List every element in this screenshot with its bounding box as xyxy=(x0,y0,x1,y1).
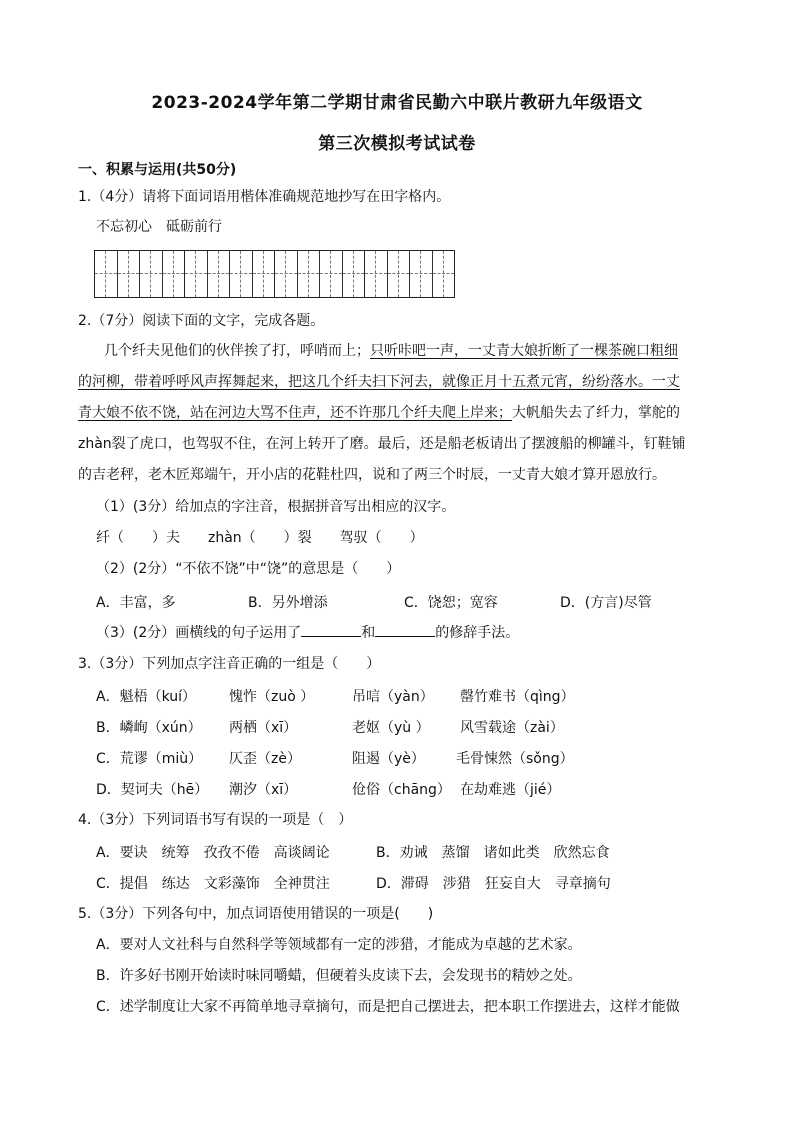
tianzige-cell xyxy=(140,251,163,297)
q5-option-a: A．要对人文社科与自然科学等领域都有一定的涉猎，才能成为卓越的艺术家。 xyxy=(96,937,582,953)
tianzige-cell xyxy=(388,251,411,297)
exam-title-line2: 第三次模拟考试试卷 xyxy=(318,134,476,154)
exam-title-line1: 2023-2024学年第二学期甘肃省民勤六中联片教研九年级语文 xyxy=(151,93,643,113)
q4-stem: 4.（3分）下列词语书写有误的一项是（ ） xyxy=(78,812,353,828)
q3-b-1: B．嶙峋（xún） xyxy=(96,720,202,736)
q3-d-3: 伧俗（chāng） xyxy=(352,782,451,798)
tianzige-cell xyxy=(185,251,208,297)
q2-passage-line3 xyxy=(78,403,680,423)
sub3-text: （3）(2分）画横线的句子运用了 xyxy=(96,625,302,641)
q2-passage-line4: zhàn裂了虎口，也驾驭不住，在河上转开了磨。最后，还是船老板请出了摆渡船的柳罐斗，钉鞋铺 xyxy=(78,436,686,452)
section-heading: 一、积累与运用(共50分) xyxy=(78,162,237,178)
tianzige-group-1 xyxy=(94,250,185,298)
tianzige-cell xyxy=(343,251,365,297)
q5-stem: 5.（3分）下列各句中，加点词语使用错误的一项是( ) xyxy=(78,906,434,922)
q3-c-4: 毛骨悚然（sǒng） xyxy=(456,751,574,767)
q2-sub2-option-a: A．丰富，多 xyxy=(96,595,176,611)
q3-b-2: 两栖（xī） xyxy=(229,720,298,736)
tianzige-group-4 xyxy=(364,250,455,298)
tianzige-cell xyxy=(365,251,388,297)
tianzige-cell xyxy=(230,251,253,297)
q4-option-b: B．劝诫 蒸馏 诸如此类 欣然忘食 xyxy=(376,845,610,861)
answer-blank[interactable] xyxy=(301,622,361,637)
tianzige-cell xyxy=(118,251,141,297)
q3-d-1: D．契诃夫（hē） xyxy=(96,782,209,798)
sub3-text: 的修辞手法。 xyxy=(435,625,520,641)
q3-a-4: 罄竹难书（qìng） xyxy=(460,689,575,705)
q4-option-d: D．滞碍 涉猎 狂妄自大 寻章摘句 xyxy=(376,876,611,892)
q3-d-2: 潮汐（xī） xyxy=(229,782,298,798)
q2-passage-line1 xyxy=(104,341,678,361)
tianzige-cell xyxy=(410,251,433,297)
passage-text: 大帆船失去了纤力，掌舵的 xyxy=(512,405,680,421)
q1-words: 不忘初心 砥砺前行 xyxy=(96,219,222,235)
q5-option-b: B．许多好书刚开始读时味同嚼蜡，但硬着头皮读下去，会发现书的精妙之处。 xyxy=(96,968,582,984)
sub3-text: 和 xyxy=(361,625,376,641)
q2-sub1-answers: 纤（ ）夫 zhàn（ ）裂 驾驭（ ） xyxy=(96,530,424,546)
tianzige-cell xyxy=(208,251,231,297)
q1-stem: 1.（4分）请将下面词语用楷体准确规范地抄写在田字格内。 xyxy=(78,189,451,205)
q3-c-3: 阻遏（yè） xyxy=(352,751,425,767)
tianzige-cell xyxy=(298,251,321,297)
q3-c-1: C．荒谬（miù） xyxy=(96,751,203,767)
underlined-sentence: 只听咔吧一声，一丈青大娘折断了一棵茶碗口粗细 xyxy=(370,343,678,359)
answer-blank[interactable] xyxy=(375,622,435,637)
q3-c-2: 仄歪（zè） xyxy=(229,751,301,767)
q3-stem: 3.（3分）下列加点字注音正确的一组是（ ） xyxy=(78,656,381,672)
tianzige-cell xyxy=(253,251,275,297)
tianzige-group-3 xyxy=(274,250,365,298)
tianzige-cell xyxy=(320,251,343,297)
tianzige-cell xyxy=(275,251,298,297)
tianzige-cell xyxy=(95,251,118,297)
q2-sub2: （2）(2分）“不依不饶”中“饶”的意思是（ ） xyxy=(96,561,401,577)
q3-a-1: A．魁梧（kuí） xyxy=(96,689,197,705)
q3-b-4: 风雪载途（zài） xyxy=(460,720,564,736)
passage-text: 几个纤夫见他们的伙伴挨了打，呼哨而上； xyxy=(104,343,370,359)
tianzige-cell xyxy=(433,251,455,297)
underlined-sentence: 青大娘不依不饶，站在河边大骂不住声，还不许那几个纤夫爬上岸来； xyxy=(78,405,512,421)
q4-option-c: C．提倡 练达 文彩藻饰 全神贯注 xyxy=(96,876,330,892)
q2-sub1: （1）(3分）给加点的字注音，根据拼音写出相应的汉字。 xyxy=(96,499,456,515)
q5-option-c: C．述学制度让大家不再简单地寻章摘句，而是把自己摆进去，把本职工作摆进去，这样才能做 xyxy=(96,999,680,1015)
q2-sub2-option-b: B．另外增添 xyxy=(248,595,328,611)
q2-passage-line2: 的河柳，带着呼呼风声挥舞起来，把这几个纤夫扫下河去，就像正月十五煮元宵，纷纷落水。一丈 xyxy=(78,374,680,390)
q2-sub2-option-c: C．饶恕；宽容 xyxy=(404,595,498,611)
q2-passage-line5: 的吉老秤，老木匠郑端午，开小店的花鞋杜四，说和了两三个时辰，一丈青大娘才算开恩放行。 xyxy=(78,467,666,483)
q3-a-2: 愧怍（zuò ） xyxy=(229,689,315,705)
q2-sub2-option-d: D．(方言)尽管 xyxy=(560,595,652,611)
q2-stem: 2.（7分）阅读下面的文字，完成各题。 xyxy=(78,313,325,329)
q2-sub3 xyxy=(96,622,519,643)
q3-b-3: 老妪（yù ） xyxy=(352,720,430,736)
q4-option-a: A．要诀 统筹 孜孜不倦 高谈阔论 xyxy=(96,845,330,861)
tianzige-group-2 xyxy=(184,250,275,298)
q3-a-3: 吊唁（yàn） xyxy=(352,689,434,705)
tianzige-cell xyxy=(163,251,185,297)
q3-d-4: 在劫难逃（jié） xyxy=(460,782,561,798)
